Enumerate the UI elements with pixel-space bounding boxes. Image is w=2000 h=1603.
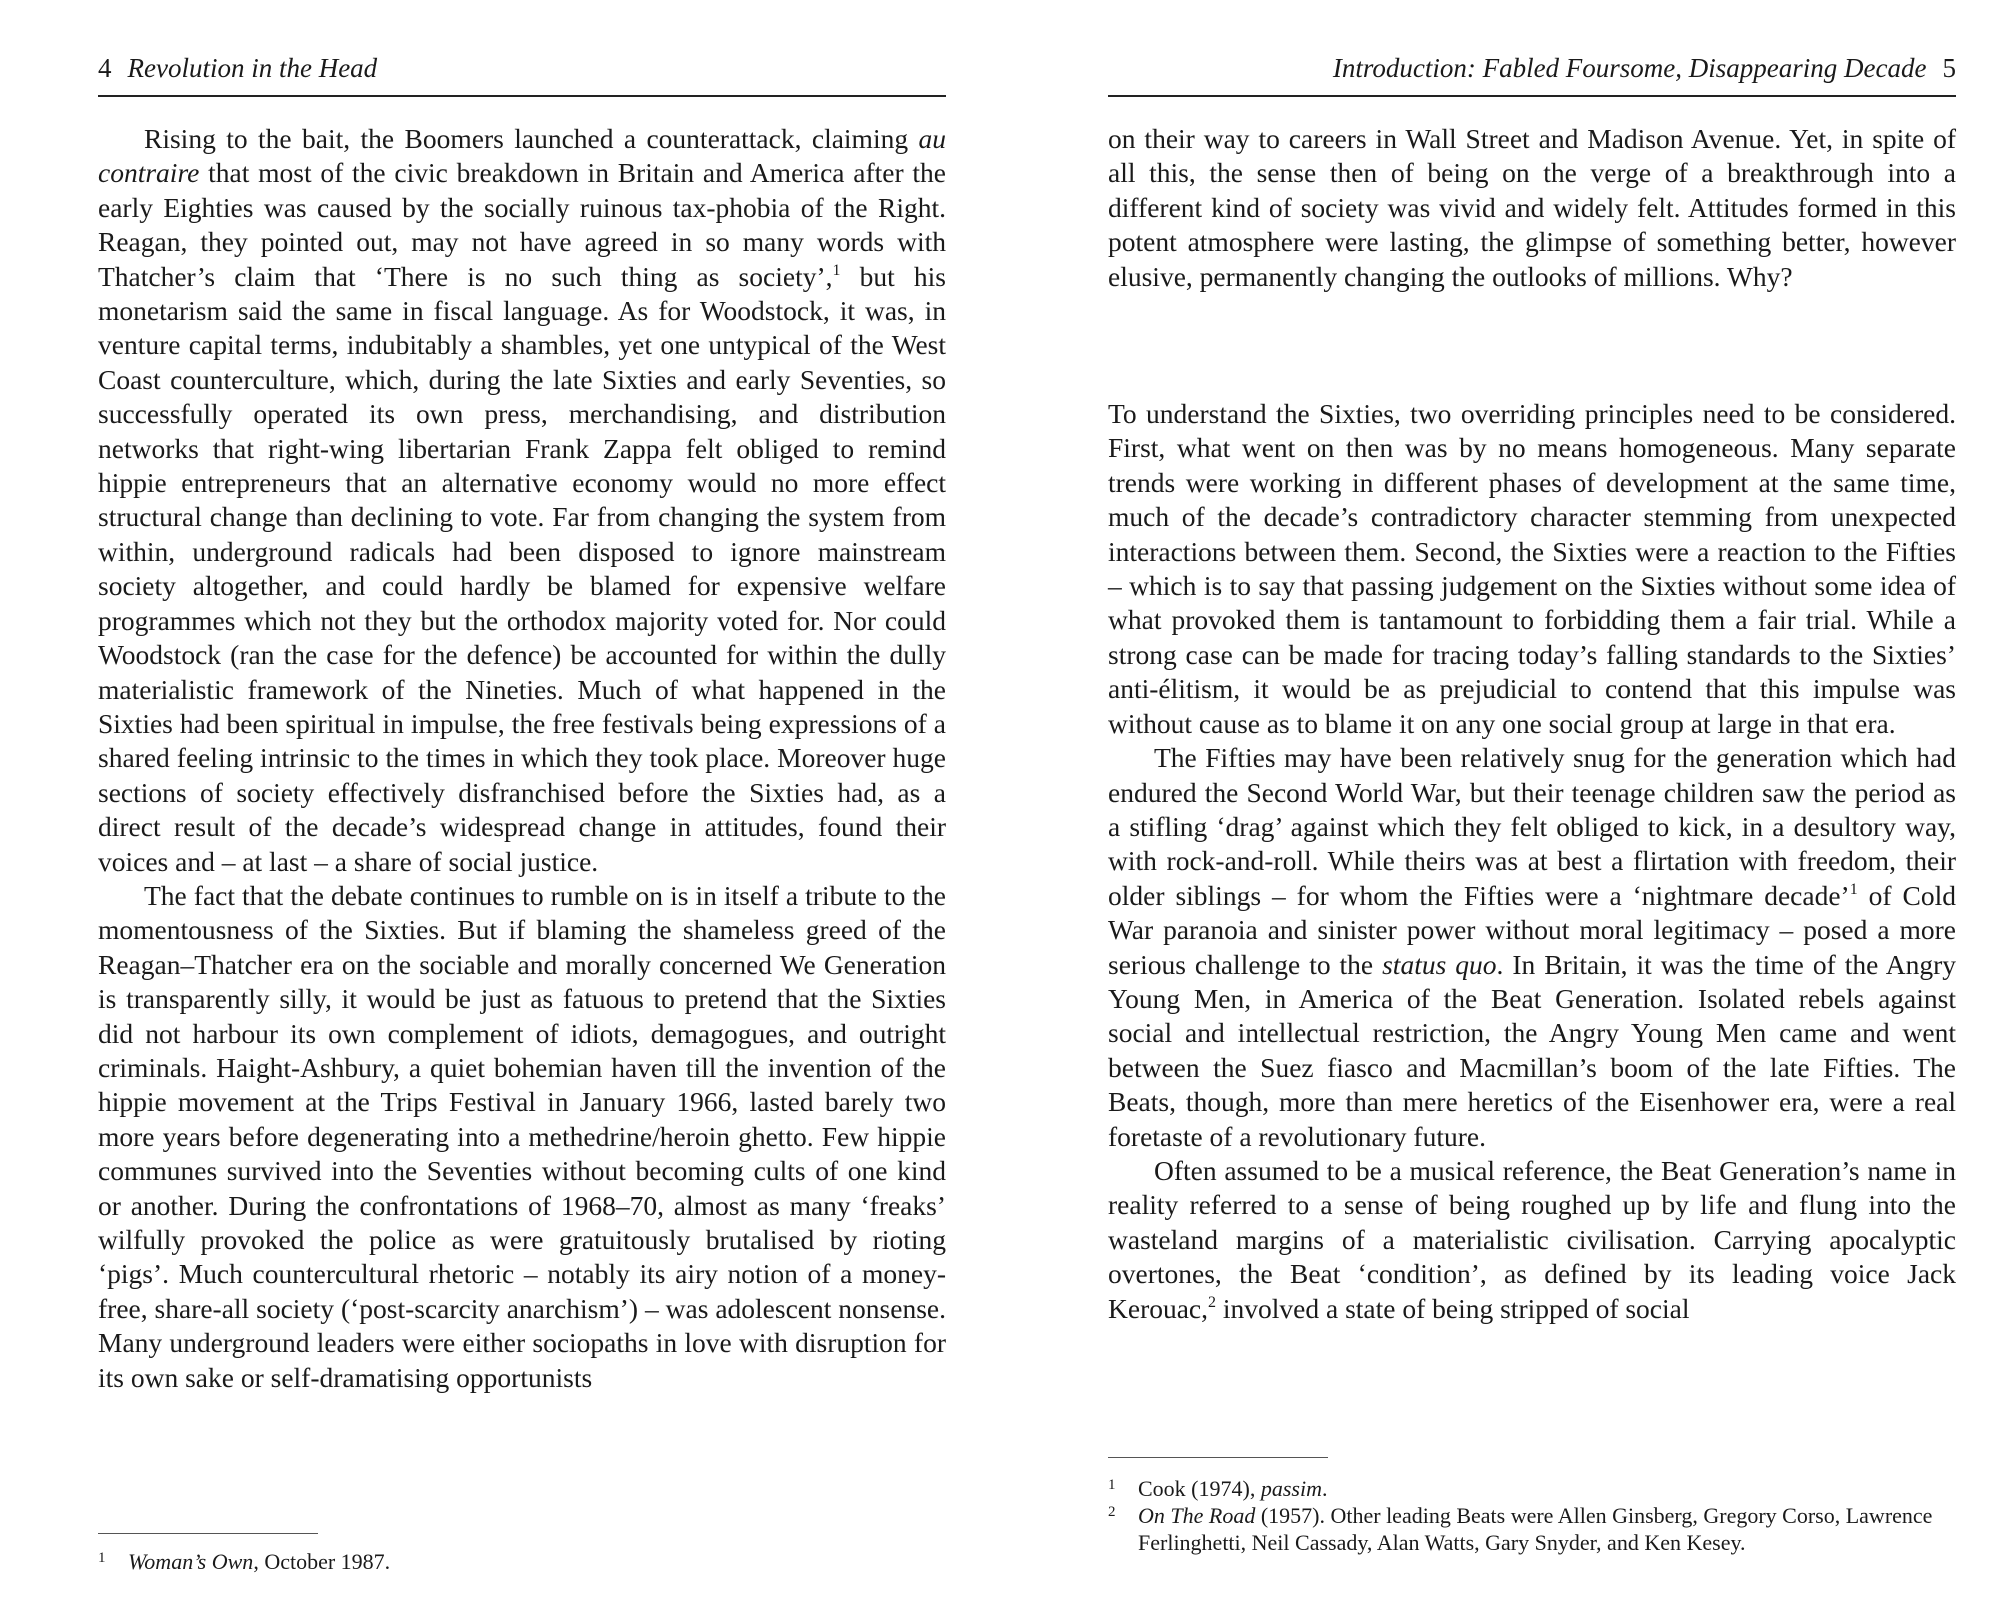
running-header-right [1108,48,1956,88]
footnote-rule [98,1533,318,1534]
paragraph: The Fifties may have been relatively snug for the generation which had endured the Second World War, but their teenage children saw the period as a stifling ‘drag’ against which they felt obliged to kick, in a desultory way, with rock-and-roll. While theirs was at best a flirtation with freedom, their older siblings – for whom the Fifties were a ‘nightmare decade’$^1$ of Cold War paranoia and sinister power without moral legitimacy – posed a more serious challenge to the status quo. In Britain, it was the time of the Angry Young Men, in America of the Beat Generation. Isolated rebels against social and intellectual restriction, the Angry Young Men came and went between the Suez fiasco and Macmillan’s boom of the late Fifties. The Beats, though, more than mere heretics of the Eisenhower era, were a real foretaste of a revolutionary future. [1108,742,1957,1152]
body-text-left [98,122,946,1395]
page-number: 4 [98,53,112,83]
header-rule [98,95,946,97]
paragraph: To understand the Sixties, two overriding principles need to be considered. First, what went on then was by no means homogeneous. Many separate trends were working in different phases of development at the same time, much of the decade’s contradictory character stemming from unexpected interactions between them. Second, the Sixties were a reaction to the Fifties – which is to say that passing judgement on the Sixties without some idea of what provoked them is tantamount to forbidding them a fair trial. While a strong case can be made for tracing today’s falling standards to the Sixties’ anti-élitism, it would be as prejudicial to contend that this impulse was without cause as to blame it on any one social group at large in that era. [1108,398,1956,739]
right-page [1000,0,2000,1603]
footnote: 2 On The Road (1957). Other leading Beats were Allen Ginsberg, Gregory Corso, Lawrence Ferlinghetti, Neil Cassady, Alan Watts, Gary Snyder, and Ken Kesey. [1108,1503,1933,1555]
footnote: 1 Woman’s Own, October 1987. [98,1549,391,1574]
footnote-rule [1108,1457,1328,1458]
footnotes-left [98,1548,946,1575]
footnote-ref: 2 [1208,1293,1217,1311]
footnote-ref: 1 [1849,880,1858,898]
paragraph: The fact that the debate continues to rumble on is in itself a tribute to the momentousness of the Sixties. But if blaming the shameless greed of the Reagan–Thatcher era on the sociable and morally concerned We Generation is transparently silly, it would be just as fatuous to pretend that the Sixties did not harbour its own complement of idiots, demagogues, and outright criminals. Haight-Ashbury, a quiet bohemian haven till the invention of the hippie movement at the Trips Festival in January 1966, lasted barely two more years before degenerating into a methedrine/heroin ghetto. Few hippie communes survived into the Seventies without becoming cults of one kind or another. During the confrontations of 1968–70, almost as many ‘freaks’ wilfully provoked the police as were gratuitously brutalised by rioting ‘pigs’. Much countercultural rhetoric – notably its airy notion of a money-free, share-all society (‘post-scarcity anarchism’) – was adolescent nonsense. Many underground leaders were either sociopaths in love with disruption for its own sake or self-dramatising opportunists [98,879,946,1393]
footnotes-right [1108,1475,1956,1556]
paragraph: Often assumed to be a musical reference, the Beat Generation’s name in reality referred to a sense of being roughed up by life and flung into the wasteland margins of a materialistic civilisation. Carrying apocalyptic overtones, the Beat ‘condition’, as defined by its leading voice Jack Kerouac,$^2$ involved a state of being stripped of social [1108,1154,1956,1324]
body-text-right [1108,122,1956,1326]
footnote: 1 Cook (1974), passim. [1108,1476,1328,1501]
section-break [1108,294,1956,397]
paragraph: on their way to careers in Wall Street and Madison Avenue. Yet, in spite of all this, the sense then of being on the verge of a breakthrough into a different kind of society was vivid and widely felt. Attitudes formed in this potent atmosphere were lasting, the glimpse of something better, however elusive, permanently changing the outlooks of millions. Why? [1108,123,1956,292]
footnote-ref: 1 [832,261,841,279]
running-title: Introduction: Fabled Foursome, Disappearing Decade [1332,53,1927,83]
header-rule [1108,95,1956,97]
page-number: 5 [1942,53,1956,83]
running-title: Revolution in the Head [127,53,378,83]
running-header-left [98,48,946,88]
paragraph: Rising to the bait, the Boomers launched a counterattack, claiming au contraire that most of the civic breakdown in Britain and America after the early Eighties was caused by the socially ruinous tax-phobia of the Right. Reagan, they pointed out, may not have agreed in so many words with Thatcher’s claim that ‘There is no such thing as society’,$^1$ but his monetarism said the same in fiscal language. As for Woodstock, it was, in venture capital terms, indubitably a shambles, yet one untypical of the West Coast counterculture, which, during the late Sixties and early Seventies, so successfully operated its own press, merchandising, and distribution networks that right-wing libertarian Frank Zappa felt obliged to remind hippie entrepreneurs that an alternative economy would no more effect structural change than declining to vote. Far from changing the system from within, underground radicals had been disposed to ignore mainstream society altogether, and could hardly be blamed for expensive welfare programmes which not they but the orthodox majority voted for. Nor could Woodstock (ran the case for the defence) be accounted for within the dully materialistic framework of the Nineties. Much of what happened in the Sixties had been spiritual in impulse, the free festivals being expressions of a shared feeling intrinsic to the times in which they took place. Moreover huge sections of society effectively disfranchised before the Sixties had, as a direct result of the decade’s widespread change in attitudes, found their voices and – at last – a share of social justice. [98,123,946,877]
